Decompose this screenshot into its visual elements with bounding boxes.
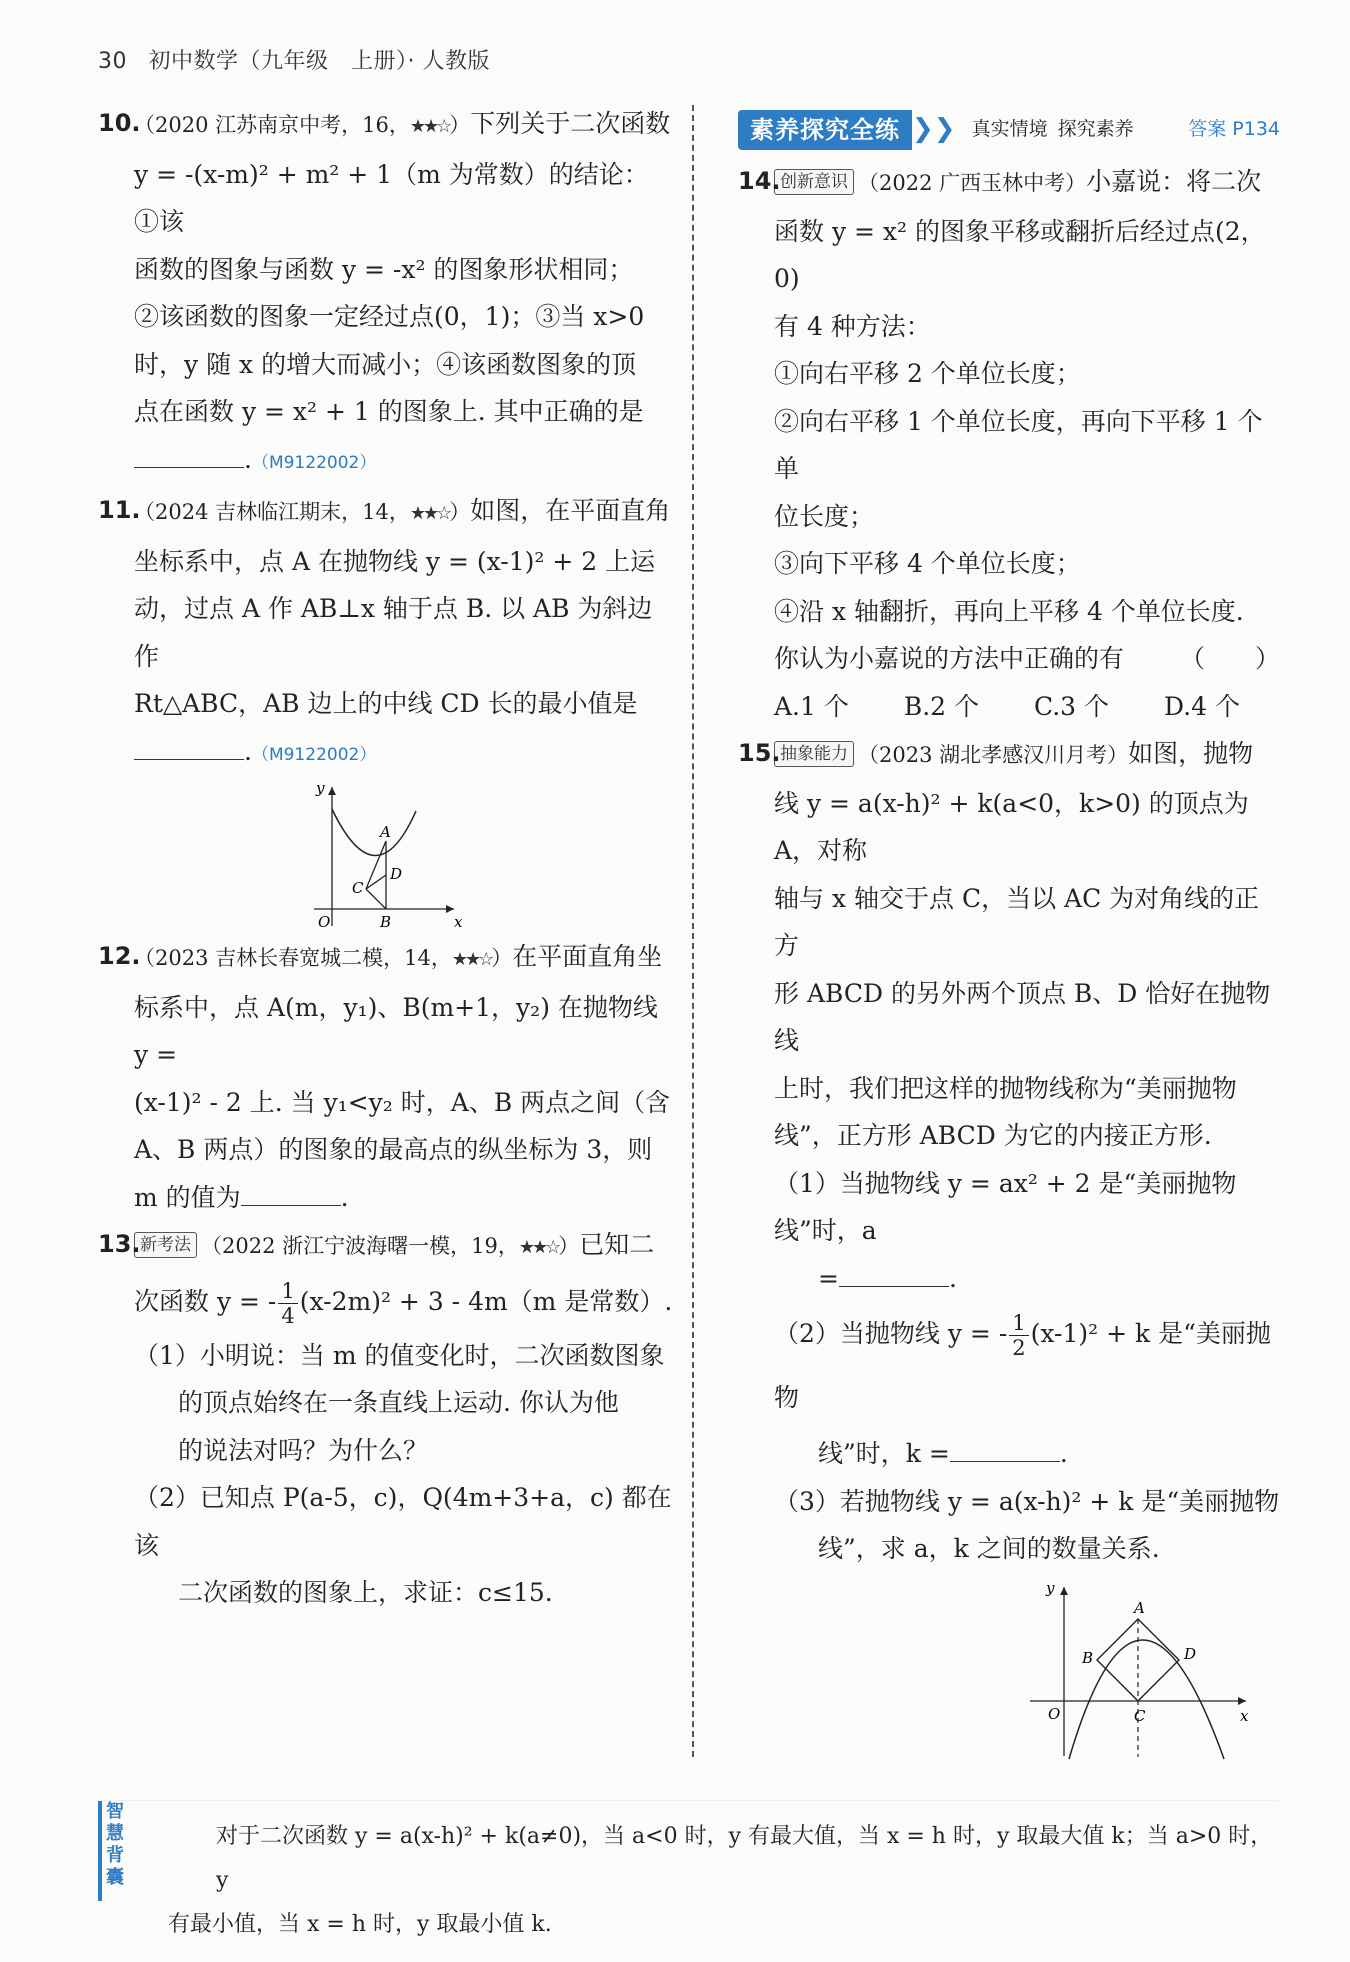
section-tag-2: 探究素养: [1057, 118, 1134, 141]
sub-question-1-text: 的说法对吗？为什么？: [178, 1435, 429, 1465]
method-4: ④沿 x 轴翻折，再向上平移 4 个单位长度.: [774, 596, 1244, 626]
frac-denominator: 2: [1012, 1336, 1026, 1360]
method-2: ②向右平移 1 个单位长度，再向下平移 1 个单: [774, 406, 1263, 483]
tip-text: [168, 1815, 1278, 1947]
question-text: 点在函数 y = x² + 1 的图象上. 其中正确的是: [134, 397, 644, 426]
section-title: 素养探究全练: [738, 110, 912, 150]
question-12: 12. （2023 吉林长春宽城二模，14，★★☆）在平面直角坐 标系中，点 A(m，y₁)、B(m+1，y₂) 在抛物线 y = (x-1)² - 2 上. 当 y₁<y₂ 时，A、B 两点之间（含 A、B 两点）的图象的最高点的纵坐标为 3，则 m 的值为 .: [98, 933, 673, 1221]
question-source: （2022 广西玉林中考）: [858, 171, 1087, 195]
question-text: A、B 两点）的图象的最高点的纵坐标为 3，则: [134, 1135, 653, 1164]
question-text: 已知二: [579, 1230, 655, 1259]
difficulty-stars-icon: ★★☆: [409, 116, 450, 137]
question-source-end: ）: [449, 500, 471, 524]
question-number: 14.: [738, 167, 781, 195]
tip-box: [98, 1800, 1278, 1937]
option-a[interactable]: A.1 个: [774, 691, 849, 721]
section-tag-1: 真实情境: [971, 118, 1048, 141]
question-source: （2023 湖北孝感汉川月考）: [858, 743, 1129, 767]
question-source: （2023 吉林长春宽城二模，14，: [134, 946, 452, 970]
q15-figure: [1024, 1581, 1254, 1761]
question-source-end: ）: [491, 946, 513, 970]
option-b[interactable]: B.2 个: [903, 691, 980, 721]
question-code: （M9122002）: [251, 452, 377, 473]
question-15: 15. 抽象能力 （2023 湖北孝感汉川月考）如图，抛物 线 y = a(x-h)² + k(a<0，k>0) 的顶点为 A，对称 轴与 x 轴交于点 C，当以 AC 为对角线的正方 形 ABCD 的另外两个顶点 B、D 恰好在抛物线 上时，我们把这样的抛物线称为“美丽抛物 线”，正方形 ABCD 为它的内接正方形. （1）当抛物线 y = ax² + 2 是“美丽抛物线”时，a = . （2）当抛物线 y = - $\frac{1}{2}$ (x-1)² + k 是“美丽抛物 线”时，k = . （3）若抛物线 y = a(x-h)² + k 是“美丽抛物 线”，求 a，k 之间的数量关系. y x O A B C D: [738, 730, 1280, 1761]
answer-blank[interactable]: [839, 1262, 949, 1287]
frac-denominator: 4: [281, 1303, 295, 1328]
question-14: [738, 158, 1280, 730]
question-text: 轴与 x 轴交于点 C，当以 AC 为对角线的正方: [774, 883, 1260, 960]
question-text: 有 4 种方法：: [774, 311, 931, 341]
option-d[interactable]: D.4 个: [1164, 691, 1240, 721]
question-tag: 抽象能力: [774, 741, 854, 767]
question-text: 上时，我们把这样的抛物线称为“美丽抛物: [774, 1073, 1237, 1103]
question-tag: 创新意识: [774, 169, 854, 195]
question-text: Rt△ABC，AB 边上的中线 CD 长的最小值是: [134, 689, 638, 718]
question-text: 在平面直角坐: [512, 942, 663, 971]
fig-label-a: A: [1134, 1598, 1145, 1617]
question-text: 形 ABCD 的另外两个顶点 B、D 恰好在抛物线: [774, 978, 1271, 1055]
answer-blank[interactable]: [134, 735, 244, 760]
sub-question-3: （3）若抛物线 y = a(x-h)² + k 是“美丽抛物: [774, 1486, 1280, 1516]
fig-label-c: C: [1134, 1706, 1146, 1725]
fig-label-d: D: [1184, 1644, 1197, 1663]
question-code: （M9122002）: [251, 744, 377, 765]
answer-blank[interactable]: [134, 443, 244, 468]
question-text: 动，过点 A 作 AB⊥x 轴于点 B. 以 AB 为斜边作: [134, 594, 653, 671]
question-13: [98, 1221, 673, 1617]
question-number: 10.: [98, 109, 141, 137]
question-text: m 的值为: [134, 1182, 241, 1212]
sub-question-1: （1）小明说：当 m 的值变化时，二次函数图象: [134, 1340, 665, 1370]
fig-label-d: D: [390, 865, 403, 883]
question-text: 标系中，点 A(m，y₁)、B(m+1，y₂) 在抛物线 y =: [134, 992, 658, 1069]
question-text: 时，y 随 x 的增大而减小；④该函数图象的顶: [134, 349, 637, 379]
sub-question-1-text: =: [818, 1263, 839, 1293]
fraction: [1009, 1311, 1028, 1360]
question-text: 坐标系中，点 A 在抛物线 y = (x-1)² + 2 上运: [134, 546, 656, 576]
question-source-end: ）: [449, 113, 471, 137]
tip-box-label: 智慧背囊: [98, 1801, 130, 1901]
question-source: （2024 吉林临江期末，14，: [134, 500, 410, 524]
tip-line-2: 有最小值，当 x = h 时，y 取最小值 k.: [168, 1912, 552, 1937]
frac-numerator: 1: [278, 1279, 297, 1304]
fig-label-x: x: [454, 913, 463, 931]
question-text: 函数的图象与函数 y = -x² 的图象形状相同；: [134, 254, 634, 284]
question-ask: 你认为小嘉说的方法中正确的有: [774, 644, 1125, 673]
question-source: （2022 浙江宁波海曙一模，19，: [201, 1234, 519, 1258]
difficulty-stars-icon: ★★☆: [409, 503, 450, 524]
question-source-end: ）: [558, 1234, 580, 1258]
fig-label-o: O: [1048, 1704, 1061, 1723]
sub-question-3-text: 线”，求 a，k 之间的数量关系.: [818, 1534, 1160, 1563]
sub-question-1: （1）当抛物线 y = ax² + 2 是“美丽抛物线”时，a: [774, 1168, 1237, 1245]
q11-figure: [304, 781, 464, 931]
sub-question-2: （2）当抛物线 y = -: [774, 1319, 1008, 1348]
answer-paren[interactable]: （ ）: [1179, 644, 1280, 673]
question-text: 如图，抛物: [1128, 739, 1254, 768]
right-column: [738, 108, 1280, 1763]
question-text: 小嘉说：将二次: [1086, 167, 1262, 196]
question-number: 12.: [98, 942, 141, 970]
fig-label-x: x: [1240, 1706, 1249, 1725]
answer-blank[interactable]: [241, 1181, 341, 1206]
fig-label-y: y: [1046, 1580, 1055, 1597]
book-title: 初中数学（九年级 上册）· 人教版: [148, 49, 490, 74]
question-text: 线”，正方形 ABCD 为它的内接正方形.: [774, 1121, 1212, 1150]
left-column: [98, 100, 673, 1617]
question-number: 13.: [98, 1230, 141, 1258]
answer-blank[interactable]: [950, 1437, 1060, 1462]
question-text: 如图，在平面直角: [470, 496, 671, 525]
question-text: 函数 y = x² 的图象平移或翻折后经过点(2，0): [774, 216, 1266, 293]
question-text: 次函数 y = -: [134, 1286, 277, 1316]
question-tag: 新考法: [134, 1232, 197, 1258]
method-2-cont: 位长度；: [774, 501, 875, 531]
sub-question-1-text: 的顶点始终在一条直线上运动. 你认为他: [178, 1388, 619, 1417]
section-banner: [738, 108, 1280, 152]
column-divider: [692, 105, 694, 1757]
difficulty-stars-icon: ★★☆: [451, 949, 492, 970]
fig-label-a: A: [380, 823, 391, 841]
options: [774, 683, 1280, 731]
fig-label-b: B: [380, 913, 392, 931]
difficulty-stars-icon: ★★☆: [518, 1237, 559, 1258]
frac-numerator: 1: [1009, 1311, 1028, 1336]
question-number: 15.: [738, 739, 781, 767]
question-text: y = -(x-m)² + m² + 1（m 为常数）的结论：①该: [134, 159, 649, 236]
question-10: 10. （2020 江苏南京中考，16，★★☆）下列关于二次函数 y = -(x-m)² + m² + 1（m 为常数）的结论：①该 函数的图象与函数 y = -x² 的图象形状相同； ②该函数的图象一定经过点(0，1)；③当 x>0 时，y 随 x 的增大而减小；④该函数图象的顶 点在函数 y = x² + 1 的图象上. 其中正确的是 .（M9122002）: [98, 100, 673, 487]
fig-label-b: B: [1082, 1648, 1094, 1667]
sub-question-2-text: 线”时，k =: [818, 1439, 950, 1468]
method-3: ③向下平移 4 个单位长度；: [774, 549, 1081, 578]
fig-label-y: y: [316, 781, 325, 797]
page-header: [98, 44, 490, 75]
question-text: ②该函数的图象一定经过点(0，1)；③当 x>0: [134, 302, 645, 331]
sub-question-2-text: 二次函数的图象上，求证：c≤15.: [178, 1578, 553, 1607]
answer-page-link[interactable]: 答案 P134: [1188, 118, 1280, 141]
fig-label-c: C: [352, 879, 364, 897]
question-11: 11. （2024 吉林临江期末，14，★★☆）如图，在平面直角 坐标系中，点 A 在抛物线 y = (x-1)² + 2 上运 动，过点 A 作 AB⊥x 轴于点 B. 以 AB 为斜边作 Rt△ABC，AB 边上的中线 CD 长的最小值是 .（M9122002） y x O A B C D: [98, 487, 673, 931]
question-number: 11.: [98, 496, 141, 524]
tip-line-1: 对于二次函数 y = a(x-h)² + k(a≠0)，当 a<0 时，y 有最大值，当 x = h 时，y 取最大值 k；当 a>0 时，y: [216, 1824, 1273, 1893]
question-source: （2020 江苏南京中考，16，: [134, 113, 410, 137]
chevron-right-icon: ❯❯: [912, 114, 956, 145]
method-1: ①向右平移 2 个单位长度；: [774, 359, 1081, 388]
question-text: 线 y = a(x-h)² + k(a<0，k>0) 的顶点为 A，对称: [774, 788, 1249, 865]
fraction: [278, 1279, 297, 1328]
fig-label-o: O: [318, 913, 331, 931]
question-text: 下列关于二次函数: [470, 109, 671, 138]
question-text: (x-2m)² + 3 - 4m（m 是常数）.: [299, 1286, 673, 1316]
sub-question-2-text: (x-1)² + k 是“美丽抛物: [774, 1319, 1271, 1412]
page-number: 30: [98, 49, 127, 74]
option-c[interactable]: C.3 个: [1034, 691, 1110, 721]
sub-question-2: （2）已知点 P(a-5，c)，Q(4m+3+a，c) 都在该: [134, 1483, 672, 1560]
question-text: (x-1)² - 2 上. 当 y₁<y₂ 时，A、B 两点之间（含: [134, 1087, 671, 1117]
